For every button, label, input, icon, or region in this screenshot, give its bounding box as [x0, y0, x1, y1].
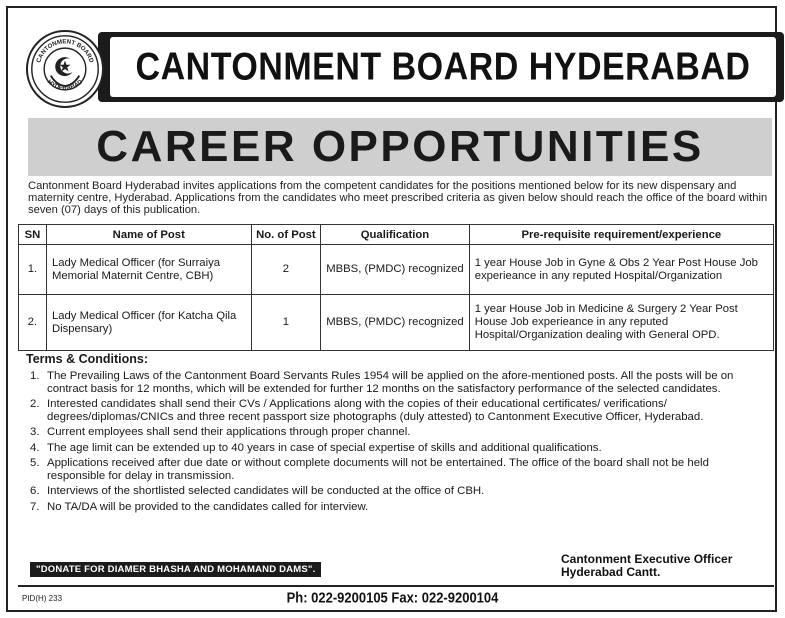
row-post-count: 2 [251, 245, 321, 295]
list-item [26, 426, 766, 439]
row-qualification: MBBS, (PMDC) recognized [321, 245, 469, 295]
donate-note: "DONATE FOR DIAMER BHASHA AND MOHAMAND DAMS". [30, 562, 321, 577]
term-text: No TA/DA will be provided to the candidates called for interview. [47, 500, 369, 513]
row-post-count: 1 [251, 295, 321, 351]
header-no-of-post: No. of Post [251, 225, 321, 245]
term-text: The Prevailing Laws of the Cantonment Board Servants Rules 1954 will be applied on the afore-mentioned posts. All the posts will be on contract basis for 12 months, which will be extended for further 12 months on the satisfactory performance of the selected candidates. [47, 370, 734, 395]
term-number: 3. [30, 426, 40, 438]
row-sn: 1. [19, 245, 47, 295]
row-sn: 2. [19, 295, 47, 351]
list-item [26, 398, 766, 423]
footer-divider [18, 585, 774, 587]
list-item [26, 485, 766, 498]
terms-heading: Terms & Conditions: [26, 352, 148, 366]
contact-numbers: Ph: 022-9200105 Fax: 022-9200104 [286, 589, 499, 606]
header-qualification: Qualification [321, 225, 469, 245]
term-text: Current employees shall send their applications through proper channel. [47, 426, 411, 438]
term-text: Interested candidates shall send their CVs / Applications along with the copies of their educational certificates/ verifications/ degrees/diplomas/CNICs and three recent passport size photographs (duly attested) to Cantonment Executive Officer, Hyderabad. [47, 398, 704, 423]
list-item [26, 457, 766, 482]
list-item [26, 370, 766, 395]
term-number: 4. [30, 441, 40, 454]
term-number: 7. [30, 500, 40, 513]
seal-graphic [28, 32, 102, 106]
svg-text:HYDERABAD [46, 78, 85, 92]
row-requirement: 1 year House Job in Medicine & Surgery 2 Year Post House Job experieance in any reputed Hospital/Organization dealing with General OPD. [469, 295, 773, 351]
signoff-block [561, 553, 732, 579]
row-post-name: Lady Medical Officer (for Katcha Qila Dispensary) [46, 295, 251, 351]
term-number: 6. [30, 485, 40, 497]
row-qualification: MBBS, (PMDC) recognized [321, 295, 469, 351]
header-name-of-post: Name of Post [46, 225, 251, 245]
table-row [19, 245, 774, 295]
intro-paragraph: Cantonment Board Hyderabad invites applications from the competent candidates for the positions mentioned below for its new dispensary and maternity centre, Hyderabad. Applications from the candidates who meet prescribed criteria as given below should reach the office of the board within seven (07) days of this publication. [28, 180, 768, 216]
organization-title: CANTONMENT BOARD HYDERABAD [135, 44, 751, 89]
title-bar [98, 32, 784, 102]
seal-bottom-text: HYDERABAD [45, 78, 85, 92]
terms-section [26, 352, 766, 516]
publication-id: PID(H) 233 [22, 594, 63, 603]
list-item [26, 501, 766, 514]
posts-table [18, 224, 774, 351]
term-text: Applications received after due date or without complete documents will not be entertained. The office of the board shall not be held responsible for delay in transmission. [47, 457, 709, 482]
header-requirement: Pre-requisite requirement/experience [469, 225, 773, 245]
seal-top-text: CANTONMENT BOARD [35, 38, 95, 64]
table-row [19, 295, 774, 351]
term-number: 2. [30, 398, 40, 410]
term-number: 1. [30, 370, 40, 382]
signoff-location: Hyderabad Cantt. [561, 565, 661, 579]
table-header-row [19, 225, 774, 245]
term-number: 5. [30, 457, 40, 469]
cantonment-board-seal-icon [26, 30, 104, 108]
career-banner [28, 118, 772, 176]
signoff-title: Cantonment Executive Officer [561, 552, 733, 566]
terms-list [26, 370, 766, 513]
term-text: Interviews of the shortlisted selected candidates will be conducted at the office of CBH. [47, 485, 485, 497]
term-text: The age limit can be extended up to 40 years in case of special expertise of skills and additional qualifications. [47, 441, 602, 454]
header-sn: SN [19, 225, 47, 245]
title-bar-inner [110, 37, 776, 97]
row-requirement: 1 year House Job in Gyne & Obs 2 Year Post House Job experieance in any reputed Hospital/Organization [469, 245, 773, 295]
list-item [26, 442, 766, 455]
career-opportunities-heading: CAREER OPPORTUNITIES [96, 122, 704, 171]
row-post-name: Lady Medical Officer (for Surraiya Memorial Maternit Centre, CBH) [46, 245, 251, 295]
header [12, 12, 772, 98]
